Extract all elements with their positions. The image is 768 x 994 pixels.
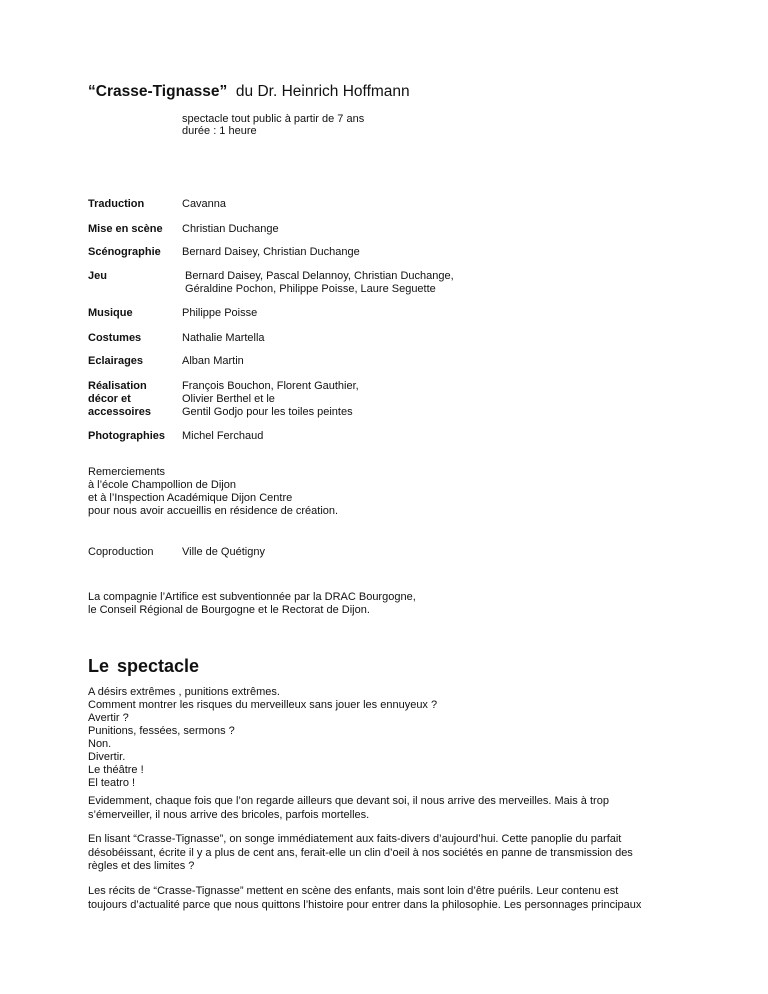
thanks-line: Remerciements	[88, 466, 166, 478]
credit-value-jeu	[182, 270, 454, 296]
credit-label-line: décor et	[88, 393, 131, 405]
credit-label-mise-en-scene: Mise en scène	[88, 223, 163, 235]
paragraph-line: s’émerveiller, il nous arrive des bricoles, parfois mortelles.	[88, 808, 370, 821]
thanks-line: pour nous avoir accueillis en résidence de création.	[88, 505, 339, 517]
credit-label-photographies: Photographies	[88, 430, 166, 442]
subtitle-audience: spectacle tout public à partir de 7 ans	[182, 113, 365, 125]
credit-value-mise-en-scene: Christian Duchange	[182, 223, 279, 235]
credit-value-costumes: Nathalie Martella	[182, 332, 265, 344]
intro-line: Divertir.	[88, 751, 126, 763]
credit-label-traduction: Traduction	[88, 198, 145, 210]
intro-line: A désirs extrêmes , punitions extrêmes.	[88, 686, 280, 698]
credit-value-traduction: Cavanna	[182, 198, 227, 210]
title-author: du Dr. Heinrich Hoffmann	[235, 83, 410, 100]
credit-value-scenographie: Bernard Daisey, Christian Duchange	[182, 246, 360, 258]
intro-line: Non.	[88, 738, 112, 750]
credit-label-line: accessoires	[88, 406, 151, 418]
thanks-line: à l’école Champollion de Dijon	[88, 479, 236, 491]
paragraph-line: En lisant “Crasse-Tignasse”, on songe immédiatement aux faits-divers d’aujourd’hui. Cette panoplie du parfait	[88, 833, 622, 845]
credit-label-jeu: Jeu	[88, 270, 107, 282]
coproduction-value: Ville de Quétigny	[182, 546, 265, 558]
intro-block	[88, 686, 437, 790]
intro-line: Punitions, fessées, sermons ?	[88, 725, 235, 737]
subsidy-line: le Conseil Régional de Bourgogne et le Rectorat de Dijon.	[88, 604, 370, 616]
title-work: “Crasse-Tignasse”	[88, 83, 228, 100]
intro-line: Comment montrer les risques du merveilleux sans jouer les ennuyeux ?	[88, 699, 438, 711]
credit-value-eclairages: Alban Martin	[182, 355, 244, 367]
credit-value-line: Gentil Godjo pour les toiles peintes	[182, 406, 353, 418]
credit-label-realisation	[88, 380, 151, 419]
paragraph	[88, 833, 688, 874]
credit-value-line: François Bouchon, Florent Gauthier,	[182, 380, 359, 392]
credit-value-realisation	[182, 380, 359, 419]
credit-value-jeu-line: Bernard Daisey, Pascal Delannoy, Christian Duchange,	[182, 270, 454, 282]
credit-value-musique: Philippe Poisse	[182, 307, 258, 319]
section-heading: Le spectacle	[88, 656, 200, 676]
credit-value-line: Olivier Berthel et le	[182, 393, 275, 405]
credit-label-scenographie: Scénographie	[88, 246, 161, 258]
document-title	[88, 83, 410, 101]
coproduction-label: Coproduction	[88, 546, 154, 558]
paragraph-line: toujours d’actualité parce que nous quittons l’histoire pour entrer dans la philosophie. Les personnages principaux	[88, 898, 642, 911]
intro-line: El teatro !	[88, 777, 136, 789]
credit-label-costumes: Costumes	[88, 332, 142, 344]
paragraph-line: désobéissant, écrite il y a plus de cent ans, ferait-elle un clin d’oeil à nos sociétés en panne de transmission des	[88, 846, 633, 859]
thanks-line: et à l’Inspection Académique Dijon Centre	[88, 492, 293, 504]
paragraph-line: règles et des limites ?	[88, 860, 195, 872]
credit-value-photographies: Michel Ferchaud	[182, 430, 264, 442]
credit-value-jeu-line: Géraldine Pochon, Philippe Poisse, Laure Seguette	[182, 283, 436, 295]
paragraph-line: Les récits de “Crasse-Tignasse” mettent en scène des enfants, mais sont loin d’être puérils. Leur contenu est	[88, 885, 619, 897]
subsidy-line: La compagnie l’Artifice est subventionnée par la DRAC Bourgogne,	[88, 591, 416, 603]
intro-line: Avertir ?	[88, 712, 129, 724]
paragraph-line: Evidemment, chaque fois que l’on regarde ailleurs que devant soi, il nous arrive des merveilles. Mais à trop	[88, 795, 609, 807]
subtitle-duration: durée : 1 heure	[182, 125, 257, 137]
credit-label-line: Réalisation	[88, 380, 147, 392]
paragraph	[88, 795, 688, 822]
credit-label-musique: Musique	[88, 307, 133, 319]
paragraph	[88, 885, 688, 912]
credit-label-eclairages: Eclairages	[88, 355, 144, 367]
subsidy-block	[88, 591, 416, 617]
thanks-block	[88, 466, 338, 518]
intro-line: Le théâtre !	[88, 764, 144, 776]
